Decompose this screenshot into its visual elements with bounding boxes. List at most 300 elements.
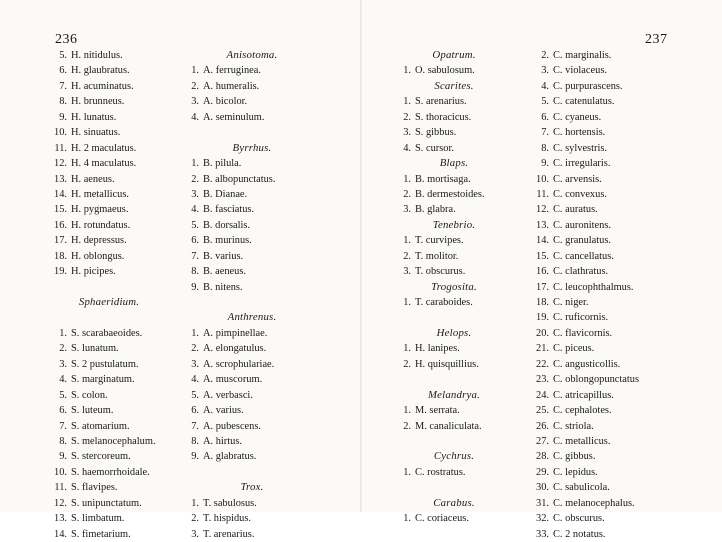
species-name: S. flavipes. <box>71 482 118 494</box>
species-entry <box>182 419 322 434</box>
genus-heading: Scarites. <box>434 79 474 92</box>
species-number: 10. <box>54 466 67 478</box>
species-entry <box>532 172 639 187</box>
left-page-number: 236 <box>55 32 78 47</box>
species-name: B. Dianae. <box>203 188 248 200</box>
species-number: 2. <box>191 173 199 185</box>
species-number: 7. <box>191 250 199 262</box>
species-name: A. varius. <box>203 405 244 417</box>
species-entry <box>532 249 639 264</box>
species-name: A. pimpinellae. <box>203 327 268 339</box>
species-entry <box>394 94 514 109</box>
blank-line <box>394 480 514 495</box>
species-number: 1. <box>403 405 411 417</box>
species-entry <box>532 202 639 217</box>
blank-line <box>394 310 514 325</box>
species-name: H. picipes. <box>71 266 116 278</box>
right-page-column-2 <box>532 48 639 542</box>
species-name: A. muscorum. <box>203 374 263 386</box>
species-number: 2. <box>403 188 411 200</box>
left-page-column-2 <box>182 48 322 542</box>
species-number: 8. <box>59 96 67 108</box>
species-name: C. sabulicola. <box>553 482 610 494</box>
species-name: H. acuminatus. <box>71 80 134 92</box>
species-entry <box>50 249 168 264</box>
species-number: 6. <box>59 65 67 77</box>
species-number: 5. <box>191 219 199 231</box>
species-number: 2. <box>191 343 199 355</box>
species-entry <box>394 233 514 248</box>
species-number: 4. <box>191 111 199 123</box>
species-entry <box>50 141 168 156</box>
genus-heading: Opatrum. <box>432 49 476 61</box>
species-entry <box>532 496 639 511</box>
species-number: 28. <box>536 451 549 463</box>
species-entry <box>532 233 639 248</box>
species-name: C. clathratus. <box>553 266 609 278</box>
species-name: A. seminulum. <box>203 111 265 123</box>
species-number: 7. <box>59 420 67 432</box>
species-number: 14. <box>54 188 67 200</box>
species-name: B. aeneus. <box>203 266 246 278</box>
species-entry <box>394 341 514 356</box>
species-name: S. 2 pustulatum. <box>71 358 139 370</box>
species-name: B. fasciatus. <box>203 204 255 216</box>
species-entry <box>532 141 639 156</box>
species-number: 19. <box>54 266 67 278</box>
species-entry <box>532 388 639 403</box>
species-name: B. mortisaga. <box>415 173 471 185</box>
species-entry <box>532 79 639 94</box>
book-gutter <box>360 0 362 512</box>
species-name: C. niger. <box>553 297 589 308</box>
species-entry <box>50 388 168 403</box>
species-entry <box>532 310 639 325</box>
species-name: S. limbatum. <box>71 513 125 525</box>
species-number: 9. <box>191 281 199 293</box>
species-entry <box>50 79 168 94</box>
species-number: 4. <box>59 374 67 386</box>
species-number: 2. <box>403 111 411 123</box>
species-name: S. unipunctatum. <box>71 497 142 509</box>
species-number: 2. <box>59 343 67 355</box>
species-number: 33. <box>536 528 549 540</box>
species-entry <box>394 202 514 217</box>
blank-line <box>182 125 322 140</box>
species-name: C. obscurus. <box>553 513 605 525</box>
species-entry <box>50 218 168 233</box>
species-entry <box>50 110 168 125</box>
species-entry <box>532 357 639 372</box>
species-entry <box>50 465 168 480</box>
species-name: T. sabulosus. <box>203 497 257 509</box>
species-entry <box>50 233 168 248</box>
species-number: 13. <box>54 173 67 185</box>
species-name: S. atomarium. <box>71 420 130 432</box>
species-name: S. luteum. <box>71 405 114 417</box>
species-entry <box>532 264 639 279</box>
blank-line <box>50 280 168 295</box>
species-entry <box>532 110 639 125</box>
species-name: H. lunatus. <box>71 111 117 123</box>
species-number: 1. <box>191 327 199 339</box>
species-name: S. lunatum. <box>71 343 119 355</box>
species-entry <box>50 419 168 434</box>
species-entry <box>50 202 168 217</box>
species-number: 18. <box>54 250 67 262</box>
species-name: B. varius. <box>203 250 244 262</box>
species-name: C. purpurascens. <box>553 80 623 92</box>
species-number: 5. <box>191 389 199 401</box>
species-name: T. curvipes. <box>415 235 464 247</box>
species-name: O. sabulosum. <box>415 65 475 77</box>
species-entry <box>532 403 639 418</box>
species-entry <box>182 202 322 217</box>
species-number: 4. <box>403 142 411 154</box>
species-entry <box>532 187 639 202</box>
species-entry <box>182 172 322 187</box>
genus-heading: Cychrus. <box>433 450 475 463</box>
species-name: C. leucophthalmus. <box>553 281 634 293</box>
species-entry <box>394 511 514 526</box>
species-name: S. thoracicus. <box>415 111 472 123</box>
species-number: 10. <box>536 173 549 185</box>
species-name: S. arenarius. <box>415 96 467 108</box>
species-entry <box>182 527 322 542</box>
species-entry <box>50 449 168 464</box>
species-number: 5. <box>59 50 67 61</box>
right-page-number: 237 <box>645 32 668 47</box>
species-name: C. cancellatus. <box>553 250 614 262</box>
species-name: C. atricapillus. <box>553 389 614 401</box>
species-number: 7. <box>59 80 67 92</box>
species-number: 12. <box>54 158 67 170</box>
species-name: H. metallicus. <box>71 188 130 200</box>
species-entry <box>182 372 322 387</box>
species-entry <box>532 341 639 356</box>
species-name: C. metallicus. <box>553 435 611 447</box>
species-number: 3. <box>191 96 199 108</box>
species-name: T. obscurus. <box>415 266 466 278</box>
species-entry <box>50 357 168 372</box>
species-entry <box>182 94 322 109</box>
species-name: C. arvensis. <box>553 173 602 185</box>
species-name: M. canaliculata. <box>415 420 482 432</box>
species-number: 30. <box>536 482 549 494</box>
species-name: S. stercoreum. <box>71 451 131 463</box>
species-name: H. 2 maculatus. <box>71 142 137 154</box>
species-number: 12. <box>54 497 67 509</box>
species-number: 13. <box>536 219 549 231</box>
species-number: 1. <box>403 297 411 308</box>
species-name: C. catenulatus. <box>553 96 615 108</box>
species-number: 3. <box>403 127 411 139</box>
species-entry <box>182 249 322 264</box>
species-name: A. verbasci. <box>203 389 253 401</box>
species-entry <box>182 388 322 403</box>
species-entry <box>532 511 639 526</box>
species-entry <box>50 63 168 78</box>
species-number: 11. <box>54 482 67 494</box>
species-name: C. rostratus. <box>415 466 466 478</box>
species-entry <box>182 280 322 295</box>
species-entry <box>394 63 514 78</box>
species-name: C. violaceus. <box>553 65 607 77</box>
species-entry <box>50 48 168 63</box>
species-name: B. pilula. <box>203 158 242 170</box>
species-number: 3. <box>59 358 67 370</box>
species-name: C. melanocephalus. <box>553 497 635 509</box>
species-name: B. murinus. <box>203 235 252 247</box>
blank-line <box>50 310 168 325</box>
species-number: 6. <box>59 405 67 417</box>
species-entry <box>50 326 168 341</box>
species-number: 5. <box>541 96 549 108</box>
species-name: H. quisquillius. <box>415 358 479 370</box>
species-number: 16. <box>54 219 67 231</box>
species-entry <box>394 403 514 418</box>
species-number: 9. <box>59 111 67 123</box>
species-name: C. sylvestris. <box>553 142 607 154</box>
species-number: 1. <box>191 158 199 170</box>
species-number: 23. <box>536 374 549 386</box>
genus-heading: Anisotoma. <box>226 49 278 61</box>
species-entry <box>532 465 639 480</box>
species-name: H. 4 maculatus. <box>71 158 137 170</box>
species-entry <box>394 187 514 202</box>
species-number: 13. <box>54 513 67 525</box>
species-entry <box>394 295 514 310</box>
species-entry <box>394 141 514 156</box>
species-number: 4. <box>191 204 199 216</box>
species-name: T. arenarius. <box>203 528 255 540</box>
species-name: H. pygmaeus. <box>71 204 129 216</box>
species-number: 3. <box>191 358 199 370</box>
species-entry <box>182 79 322 94</box>
species-entry <box>182 326 322 341</box>
blank-line <box>182 465 322 480</box>
species-entry <box>182 341 322 356</box>
species-name: C. convexus. <box>553 188 607 200</box>
species-entry <box>50 403 168 418</box>
species-entry <box>394 125 514 140</box>
species-name: C. gibbus. <box>553 451 596 463</box>
species-entry <box>50 434 168 449</box>
species-name: C. piceus. <box>553 343 595 355</box>
species-name: C. cephalotes. <box>553 405 612 417</box>
species-entry <box>50 187 168 202</box>
species-name: A. scrophulariae. <box>203 358 275 370</box>
species-entry <box>50 341 168 356</box>
species-name: C. auratus. <box>553 204 598 216</box>
species-name: C. angusticollis. <box>553 358 621 370</box>
species-number: 29. <box>536 466 549 478</box>
genus-heading: Melandrya. <box>427 388 481 401</box>
species-number: 9. <box>59 451 67 463</box>
species-number: 2. <box>191 80 199 92</box>
species-number: 18. <box>536 297 549 308</box>
species-name: M. serrata. <box>415 405 460 417</box>
species-entry <box>532 125 639 140</box>
genus-heading: Sphaeridium. <box>78 296 140 308</box>
species-number: 4. <box>191 374 199 386</box>
species-name: C. auronitens. <box>553 219 612 231</box>
species-entry <box>532 94 639 109</box>
species-name: S. haemorrhoidale. <box>71 466 150 478</box>
species-number: 12. <box>536 204 549 216</box>
genus-heading: Trogosita. <box>431 280 477 293</box>
species-entry <box>50 125 168 140</box>
species-entry <box>182 496 322 511</box>
species-number: 6. <box>541 111 549 123</box>
species-entry <box>532 449 639 464</box>
species-entry <box>532 434 639 449</box>
species-number: 2. <box>403 250 411 262</box>
left-page-column-1 <box>50 48 168 542</box>
species-number: 9. <box>191 451 199 463</box>
species-entry <box>50 156 168 171</box>
species-number: 11. <box>54 142 67 154</box>
species-number: 2. <box>403 358 411 370</box>
species-entry <box>532 63 639 78</box>
species-name: C. coriaceus. <box>415 513 469 525</box>
species-number: 16. <box>536 266 549 278</box>
species-number: 8. <box>541 142 549 154</box>
species-entry <box>394 249 514 264</box>
species-number: 6. <box>191 235 199 247</box>
species-name: T. molitor. <box>415 250 459 262</box>
species-name: A. ferruginea. <box>203 65 261 77</box>
species-number: 1. <box>403 466 411 478</box>
genus-heading: Carabus. <box>433 496 475 509</box>
species-entry <box>182 156 322 171</box>
species-entry <box>50 372 168 387</box>
species-name: A. pubescens. <box>203 420 262 432</box>
species-number: 1. <box>403 173 411 185</box>
species-number: 14. <box>536 235 549 247</box>
species-entry <box>50 496 168 511</box>
species-entry <box>394 419 514 434</box>
species-entry <box>394 110 514 125</box>
species-name: A. hirtus. <box>203 435 242 447</box>
species-name: H. brunneus. <box>71 96 125 108</box>
species-name: S. cursor. <box>415 142 454 154</box>
species-entry <box>532 419 639 434</box>
species-name: B. dorsalis. <box>203 219 251 231</box>
species-entry <box>182 511 322 526</box>
genus-heading: Byrrhus. <box>232 141 272 154</box>
species-number: 3. <box>541 65 549 77</box>
species-number: 20. <box>536 327 549 339</box>
species-number: 2. <box>403 420 411 432</box>
species-name: B. glabra. <box>415 204 456 216</box>
species-name: H. sinuatus. <box>71 127 121 139</box>
species-name: A. bicolor. <box>203 96 248 108</box>
species-number: 11. <box>536 188 549 200</box>
species-entry <box>532 480 639 495</box>
species-name: H. glaubratus. <box>71 65 130 77</box>
blank-line <box>394 372 514 387</box>
species-number: 1. <box>191 497 199 509</box>
species-number: 1. <box>403 513 411 525</box>
species-entry <box>182 357 322 372</box>
species-number: 10. <box>54 127 67 139</box>
species-name: C. marginalis. <box>553 50 612 61</box>
species-name: H. rotundatus. <box>71 219 131 231</box>
species-number: 31. <box>536 497 549 509</box>
species-number: 1. <box>403 235 411 247</box>
species-number: 15. <box>54 204 67 216</box>
species-number: 22. <box>536 358 549 370</box>
species-number: 1. <box>191 65 199 77</box>
species-name: C. irregularis. <box>553 158 611 170</box>
species-number: 21. <box>536 343 549 355</box>
species-entry <box>182 434 322 449</box>
species-name: C. lepidus. <box>553 466 598 478</box>
species-name: H. depressus. <box>71 235 127 247</box>
species-number: 15. <box>536 250 549 262</box>
species-number: 8. <box>59 435 67 447</box>
species-name: C. oblongopunctatus <box>553 374 640 386</box>
species-entry <box>532 280 639 295</box>
species-name: T. hispidus. <box>203 513 252 525</box>
species-name: S. melanocephalum. <box>71 435 156 447</box>
species-entry <box>50 480 168 495</box>
species-entry <box>394 172 514 187</box>
species-name: A. glabratus. <box>203 451 257 463</box>
species-entry <box>532 218 639 233</box>
species-number: 5. <box>59 389 67 401</box>
genus-heading: Trox. <box>240 481 264 494</box>
species-number: 1. <box>403 343 411 355</box>
species-number: 8. <box>191 435 199 447</box>
species-number: 26. <box>536 420 549 432</box>
blank-line <box>394 434 514 449</box>
species-name: C. hortensis. <box>553 127 606 139</box>
species-number: 25. <box>536 405 549 417</box>
species-entry <box>394 264 514 279</box>
species-number: 3. <box>403 204 411 216</box>
species-number: 4. <box>541 80 549 92</box>
species-name: C. granulatus. <box>553 235 612 247</box>
species-entry <box>182 403 322 418</box>
species-entry <box>532 48 639 63</box>
species-entry <box>394 465 514 480</box>
species-name: T. caraboides. <box>415 297 473 308</box>
blank-line <box>182 295 322 310</box>
species-name: C. striola. <box>553 420 594 432</box>
genus-heading: Anthrenus. <box>227 311 277 324</box>
species-name: A. elongatulus. <box>203 343 267 355</box>
genus-heading: Blaps. <box>439 157 469 170</box>
species-name: S. colon. <box>71 389 108 401</box>
species-number: 1. <box>59 327 67 339</box>
genus-heading: Tenebrio. <box>432 218 476 231</box>
species-number: 7. <box>191 420 199 432</box>
species-entry <box>50 527 168 542</box>
species-name: H. nitidulus. <box>71 50 123 61</box>
species-number: 6. <box>191 405 199 417</box>
species-name: S. gibbus. <box>415 127 457 139</box>
species-name: H. lanipes. <box>415 343 460 355</box>
species-entry <box>182 110 322 125</box>
species-entry <box>50 172 168 187</box>
species-entry <box>182 233 322 248</box>
species-number: 17. <box>536 281 549 293</box>
species-entry <box>182 63 322 78</box>
species-name: C. cyaneus. <box>553 111 602 123</box>
genus-heading: Helops. <box>436 326 472 339</box>
